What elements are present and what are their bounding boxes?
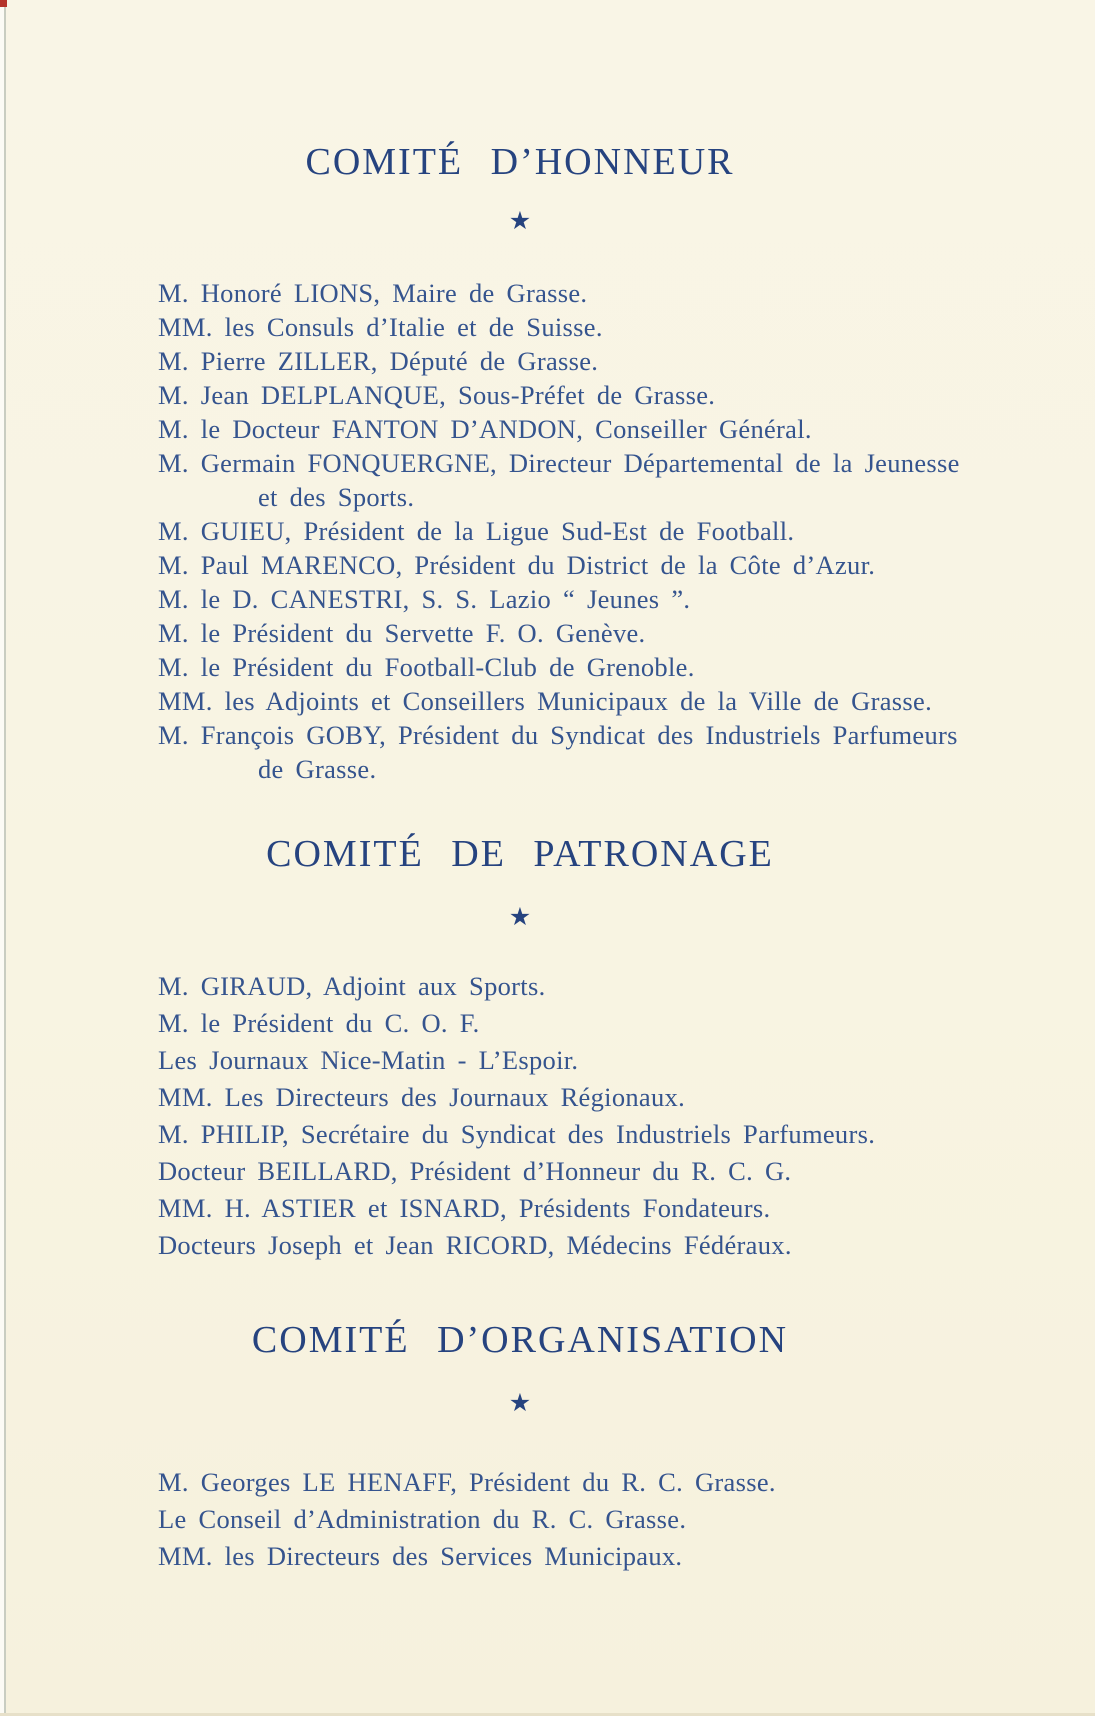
member-list-line: M. Germain FONQUERGNE, Directeur Départemental de la Jeunesse — [158, 448, 960, 478]
member-list-line: Les Journaux Nice-Matin - L’Espoir. — [158, 1045, 579, 1075]
member-list-line: M. PHILIP, Secrétaire du Syndicat des Industriels Parfumeurs. — [158, 1119, 876, 1149]
member-list-line: de Grasse. — [258, 754, 377, 784]
member-list-line: et des Sports. — [258, 482, 415, 512]
member-list-line: MM. les Directeurs des Services Municipaux. — [158, 1541, 683, 1571]
member-list-line: M. GUIEU, Président de la Ligue Sud-Est de Football. — [158, 516, 795, 546]
member-list-line: M. le Président du Servette F. O. Genève. — [158, 618, 646, 648]
member-list-line: MM. les Consuls d’Italie et de Suisse. — [158, 312, 603, 342]
member-list-line: MM. Les Directeurs des Journaux Régionaux. — [158, 1082, 686, 1112]
member-list-line: Le Conseil d’Administration du R. C. Grasse. — [158, 1504, 687, 1534]
section-title-comite-honneur: COMITÉ D’HONNEUR — [305, 141, 735, 183]
organisation-member-list — [158, 1464, 776, 1575]
member-list-line: Docteurs Joseph et Jean RICORD, Médecins Fédéraux. — [158, 1230, 792, 1260]
member-list-line: M. Georges LE HENAFF, Président du R. C. Grasse. — [158, 1467, 776, 1497]
member-list-line: Docteur BEILLARD, Président d’Honneur du R. C. G. — [158, 1156, 792, 1186]
star-separator-icon: ★ — [508, 208, 532, 235]
member-list-line: M. le Président du C. O. F. — [158, 1008, 480, 1038]
honneur-member-list — [158, 276, 960, 786]
section-title-comite-patronage: COMITÉ DE PATRONAGE — [266, 833, 774, 875]
member-list-line: MM. H. ASTIER et ISNARD, Présidents Fondateurs. — [158, 1193, 771, 1223]
member-list-line: M. François GOBY, Président du Syndicat des Industriels Parfumeurs — [158, 720, 958, 750]
member-list-line: M. le Docteur FANTON D’ANDON, Conseiller Général. — [158, 414, 812, 444]
member-list-line: M. Jean DELPLANQUE, Sous-Préfet de Grasse. — [158, 380, 716, 410]
star-separator-icon: ★ — [508, 1390, 532, 1417]
member-list-line: M. Pierre ZILLER, Député de Grasse. — [158, 346, 599, 376]
member-list-line: M. Paul MARENCO, Président du District de la Côte d’Azur. — [158, 550, 876, 580]
scan-red-mark — [0, 0, 7, 7]
member-list-line: M. le D. CANESTRI, S. S. Lazio “ Jeunes ”. — [158, 584, 691, 614]
patronage-member-list — [158, 968, 875, 1264]
star-separator-icon: ★ — [508, 904, 532, 931]
member-list-line: M. le Président du Football-Club de Grenoble. — [158, 652, 695, 682]
member-list-line: M. GIRAUD, Adjoint aux Sports. — [158, 971, 546, 1001]
section-title-comite-organisation: COMITÉ D’ORGANISATION — [251, 1319, 789, 1361]
member-list-line: MM. les Adjoints et Conseillers Municipaux de la Ville de Grasse. — [158, 686, 932, 716]
member-list-line: M. Honoré LIONS, Maire de Grasse. — [158, 278, 588, 308]
